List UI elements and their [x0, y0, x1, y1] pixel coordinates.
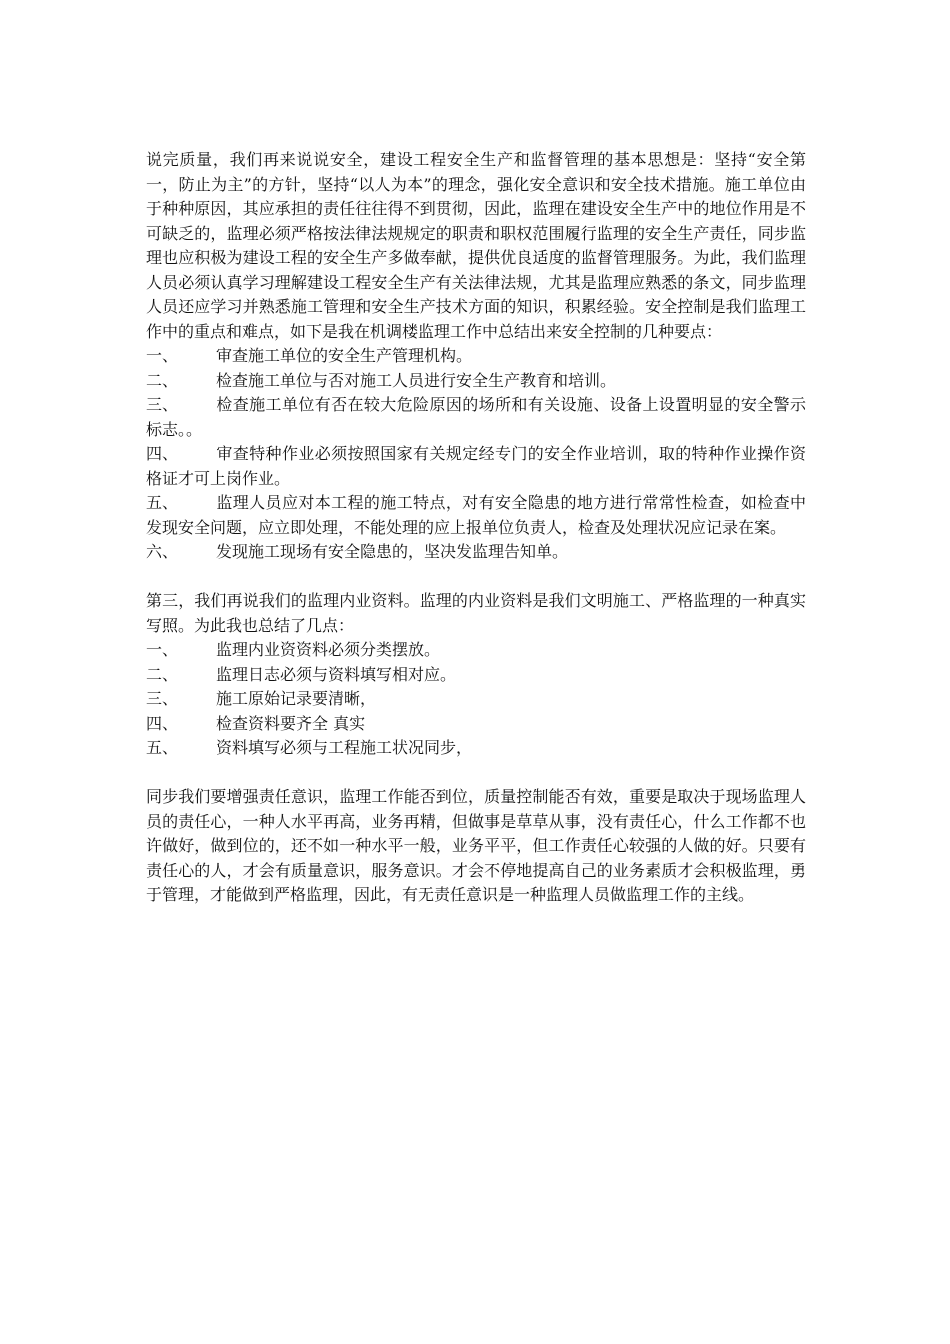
list-item: [146, 491, 806, 540]
list-number: 五、: [146, 493, 179, 512]
paragraph-spacer: [146, 565, 806, 590]
list-text: 资料填写必须与工程施工状况同步，: [216, 738, 473, 757]
list-number: 一、: [146, 640, 179, 659]
list-number: 一、: [146, 346, 179, 365]
list-text: 发现施工现场有安全隐患的，坚决发监理告知单。: [216, 542, 569, 561]
list-text: 检查施工单位有否在较大危险原因的场所和有关设施、设备上设置明显的安全警示标志。。: [146, 395, 806, 439]
list-item: [146, 663, 806, 688]
document-page: [146, 148, 806, 908]
list-number: 五、: [146, 738, 179, 757]
list-item: [146, 393, 806, 442]
list-text: 检查施工单位与否对施工人员进行安全生产教育和培训。: [216, 370, 617, 390]
safety-points-list: [146, 344, 806, 565]
list-text: 检查资料要齐全 真实: [216, 713, 366, 733]
list-item: [146, 687, 806, 712]
list-number: 四、: [146, 713, 179, 733]
list-item: [146, 638, 806, 663]
paragraph-spacer: [146, 761, 806, 786]
list-number: 三、: [146, 689, 179, 708]
safety-intro-paragraph: 说完质量，我们再来说说安全，建设工程安全生产和监督管理的基本思想是：坚持“安全第一，防止为主”的方针，坚持“以人为本”的理念，强化安全意识和安全技术措施。施工单位由于种种原因，其应承担的责任往往得不到贯彻，因此，监理在建设安全生产中的地位作用是不可缺乏的，监理必须严格按法律法规规定的职责和职权范围履行监理的安全生产责任，同步监理也应积极为建设工程的安全生产多做奉献，提供优良适度的监督管理服务。为此，我们监理人员必须认真学习理解建设工程安全生产有关法律法规，尤其是监理应熟悉的条文，同步监理人员还应学习并熟悉施工管理和安全生产技术方面的知识，积累经验。安全控制是我们监理工作中的重点和难点，如下是我在机调楼监理工作中总结出来安全控制的几种要点：: [146, 150, 806, 341]
list-text: 施工原始记录要清晰，: [216, 689, 377, 708]
responsibility-paragraph: 同步我们要增强责任意识，监理工作能否到位，质量控制能否有效，重要是取决于现场监理人员的责任心，一种人水平再高，业务再精，但做事是草草从事，没有责任心，什么工作都不也许做好，做到位的，还不如一种水平一般，业务平平，但工作责任心较强的人做的好。只要有责任心的人，才会有质量意识，服务意识。才会不停地提高自己的业务素质才会积极监理，勇于管理，才能做到严格监理，因此，有无责任意识是一种监理人员做监理工作的主线。: [146, 787, 806, 904]
list-text: 监理内业资资料必须分类摆放。: [216, 640, 441, 659]
list-item: [146, 712, 806, 737]
list-text: 审查施工单位的安全生产管理机构。: [216, 346, 473, 365]
list-item: [146, 344, 806, 369]
list-text: 监理人员应对本工程的施工特点，对有安全隐患的地方进行常常性检查，如检查中发现安全问题，应立即处理，不能处理的应上报单位负责人，检查及处理状况应记录在案。: [146, 493, 806, 537]
records-points-list: [146, 638, 806, 761]
records-intro-paragraph: 第三，我们再说我们的监理内业资料。监理的内业资料是我们文明施工、严格监理的一种真实写照。为此我也总结了几点：: [146, 591, 806, 635]
list-number: 二、: [146, 664, 179, 684]
list-number: 二、: [146, 370, 179, 390]
list-item: [146, 442, 806, 491]
list-number: 三、: [146, 395, 179, 414]
list-number: 四、: [146, 444, 179, 463]
list-number: 六、: [146, 542, 179, 561]
list-item: [146, 369, 806, 394]
list-text: 监理日志必须与资料填写相对应。: [216, 664, 457, 684]
list-item: [146, 736, 806, 761]
list-item: [146, 540, 806, 565]
list-text: 审查特种作业必须按照国家有关规定经专门的安全作业培训，取的特种作业操作资格证才可上岗作业。: [146, 444, 806, 488]
